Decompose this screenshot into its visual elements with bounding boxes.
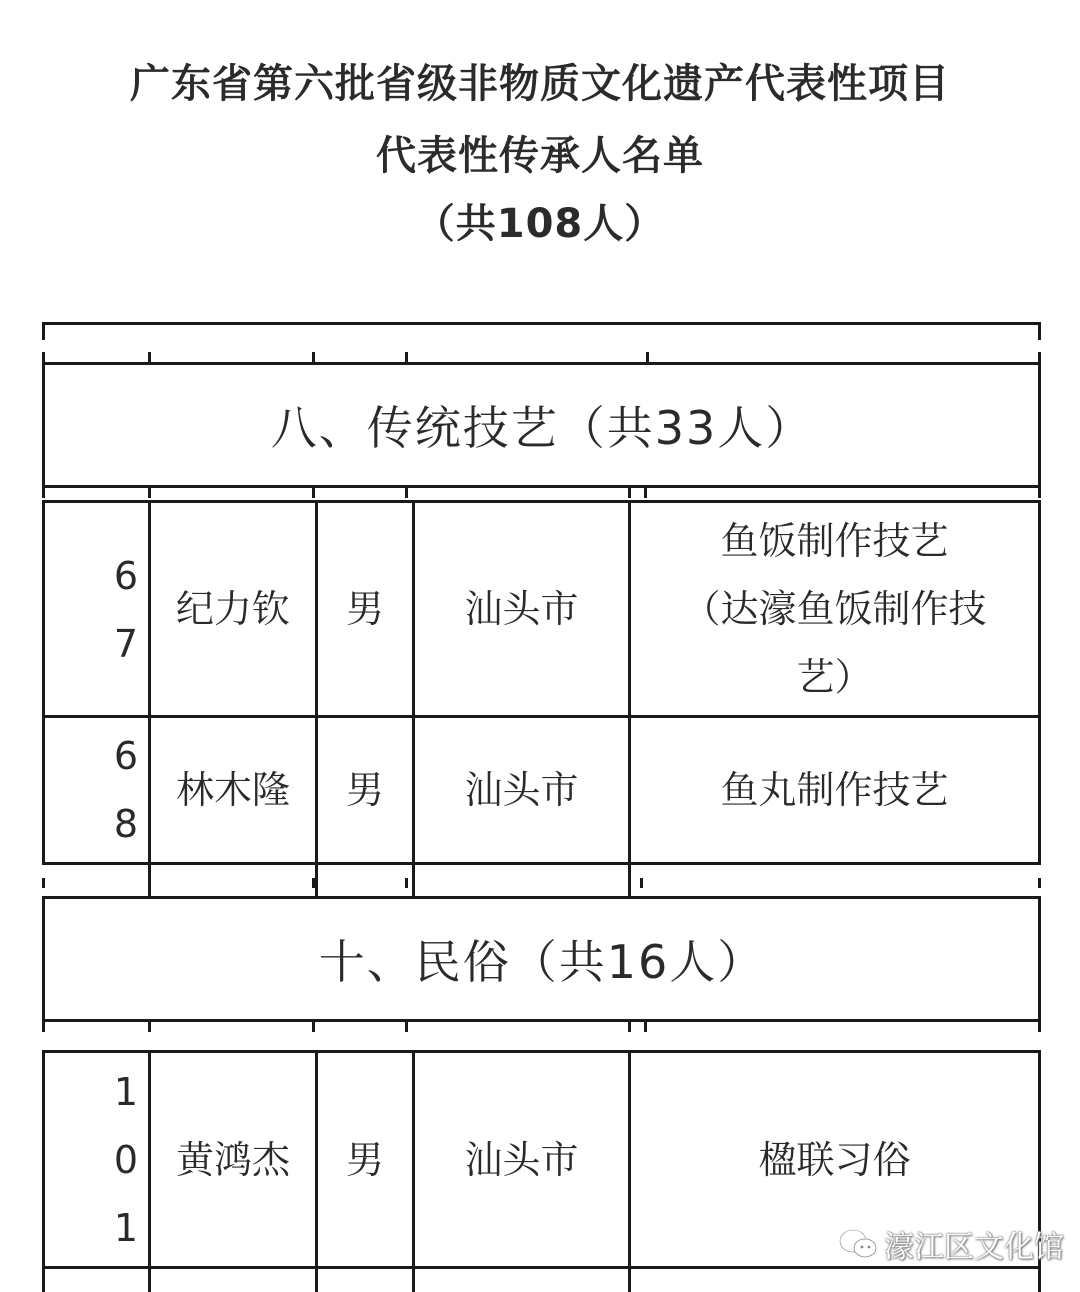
project-name: 鱼丸制作技艺 bbox=[720, 768, 949, 812]
inheritor-name: 纪力钦 bbox=[175, 587, 290, 631]
city: 汕头市 bbox=[464, 768, 579, 812]
page-title-line1: 广东省第六批省级非物质文化遗产代表性项目 bbox=[130, 61, 950, 107]
watermark-text: 濠江区文化馆 bbox=[884, 1230, 1064, 1265]
gender: 男 bbox=[345, 1137, 384, 1182]
watermark bbox=[838, 1222, 1064, 1266]
inheritor-name: 黄鸿杰 bbox=[175, 1137, 290, 1182]
project-name: 楹联习俗 bbox=[758, 1137, 911, 1182]
row-number: 6 7 bbox=[113, 554, 139, 666]
row-number: 6 8 bbox=[113, 734, 139, 846]
row-number: 1 0 1 bbox=[113, 1070, 139, 1250]
gender: 男 bbox=[345, 587, 384, 631]
section-header-folk-customs: 十、民俗（共16人） bbox=[318, 935, 766, 989]
project-name: 鱼饭制作技艺 （达濠鱼饭制作技 艺） bbox=[682, 519, 987, 699]
city: 汕头市 bbox=[464, 1137, 579, 1182]
city: 汕头市 bbox=[464, 587, 579, 631]
page-title-count: （共108人） bbox=[414, 201, 666, 247]
wechat-icon bbox=[838, 1228, 878, 1260]
page-title-line2: 代表性传承人名单 bbox=[376, 133, 704, 179]
gender: 男 bbox=[345, 768, 384, 812]
inheritor-name: 林木隆 bbox=[175, 768, 290, 812]
section-header-traditional-crafts: 八、传统技艺（共33人） bbox=[270, 401, 814, 455]
